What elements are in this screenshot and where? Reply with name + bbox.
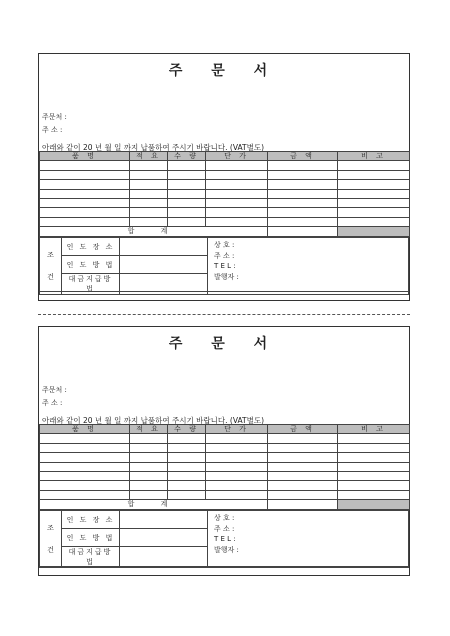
conditions-table — [39, 237, 409, 295]
conditions-table — [39, 510, 409, 568]
delivery-method-value[interactable] — [120, 256, 208, 274]
table-row[interactable] — [40, 462, 410, 471]
delivery-notice: 아래와 같이 20 년 월 일 까지 납품하여 주시기 바랍니다. (VAT별도) — [42, 416, 265, 425]
col-header-amount: 금 액 — [268, 425, 338, 434]
order-form-top — [38, 53, 410, 301]
table-row[interactable] — [40, 217, 410, 226]
col-header-qty: 수 량 — [168, 425, 206, 434]
supplier-info: 상 호 : 주 소 : T E L : 발행자 : — [208, 238, 409, 295]
col-header-price: 단 가 — [206, 152, 268, 161]
orderer-label: 주문처 : — [42, 386, 67, 394]
table-row[interactable] — [40, 170, 410, 179]
form-title: 주 문 서 — [168, 336, 280, 352]
table-row[interactable] — [40, 180, 410, 189]
delivery-method-value[interactable] — [120, 529, 208, 547]
table-row[interactable] — [40, 443, 410, 452]
payment-method-value[interactable] — [120, 547, 208, 568]
order-form-bottom — [38, 326, 410, 576]
cut-line — [38, 314, 410, 315]
table-row[interactable] — [40, 161, 410, 170]
table-row[interactable] — [40, 434, 410, 443]
table-row[interactable] — [40, 471, 410, 480]
payment-method-label: 대금지급방법 — [62, 547, 120, 568]
table-row[interactable] — [40, 189, 410, 198]
table-row[interactable] — [40, 453, 410, 462]
total-label: 합 계 — [40, 227, 268, 236]
items-header-row — [40, 425, 410, 434]
address-label: 주 소 : — [42, 399, 63, 407]
table-row[interactable] — [40, 198, 410, 207]
col-header-note: 비 고 — [338, 425, 410, 434]
payment-method-label: 대금지급방법 — [62, 274, 120, 295]
total-amount-cell[interactable] — [268, 227, 338, 236]
table-row[interactable] — [40, 490, 410, 499]
col-header-item: 품 명 — [40, 152, 130, 161]
delivery-place-value[interactable] — [120, 238, 208, 256]
col-header-spec: 적 요 — [130, 152, 168, 161]
items-header-row — [40, 152, 410, 161]
total-row — [40, 227, 410, 236]
delivery-notice: 아래와 같이 20 년 월 일 까지 납품하여 주시기 바랍니다. (VAT별도) — [42, 143, 265, 152]
items-table — [39, 151, 410, 237]
delivery-place-value[interactable] — [120, 511, 208, 529]
orderer-label: 주문처 : — [42, 113, 67, 121]
col-header-item: 품 명 — [40, 425, 130, 434]
col-header-note: 비 고 — [338, 152, 410, 161]
items-table — [39, 424, 410, 510]
delivery-method-label: 인 도 방 법 — [62, 256, 120, 274]
address-label: 주 소 : — [42, 126, 63, 134]
supplier-info: 상 호 : 주 소 : T E L : 발행자 : — [208, 511, 409, 568]
conditions-side-label: 조 건 — [40, 511, 62, 568]
col-header-spec: 적 요 — [130, 425, 168, 434]
form-title: 주 문 서 — [168, 63, 280, 79]
delivery-place-label: 인 도 장 소 — [62, 238, 120, 256]
table-row[interactable] — [40, 208, 410, 217]
total-amount-cell[interactable] — [268, 500, 338, 509]
table-row[interactable] — [40, 481, 410, 490]
total-label: 합 계 — [40, 500, 268, 509]
conditions-side-label: 조 건 — [40, 238, 62, 295]
col-header-price: 단 가 — [206, 425, 268, 434]
col-header-qty: 수 량 — [168, 152, 206, 161]
total-row — [40, 500, 410, 509]
delivery-place-label: 인 도 장 소 — [62, 511, 120, 529]
col-header-amount: 금 액 — [268, 152, 338, 161]
delivery-method-label: 인 도 방 법 — [62, 529, 120, 547]
